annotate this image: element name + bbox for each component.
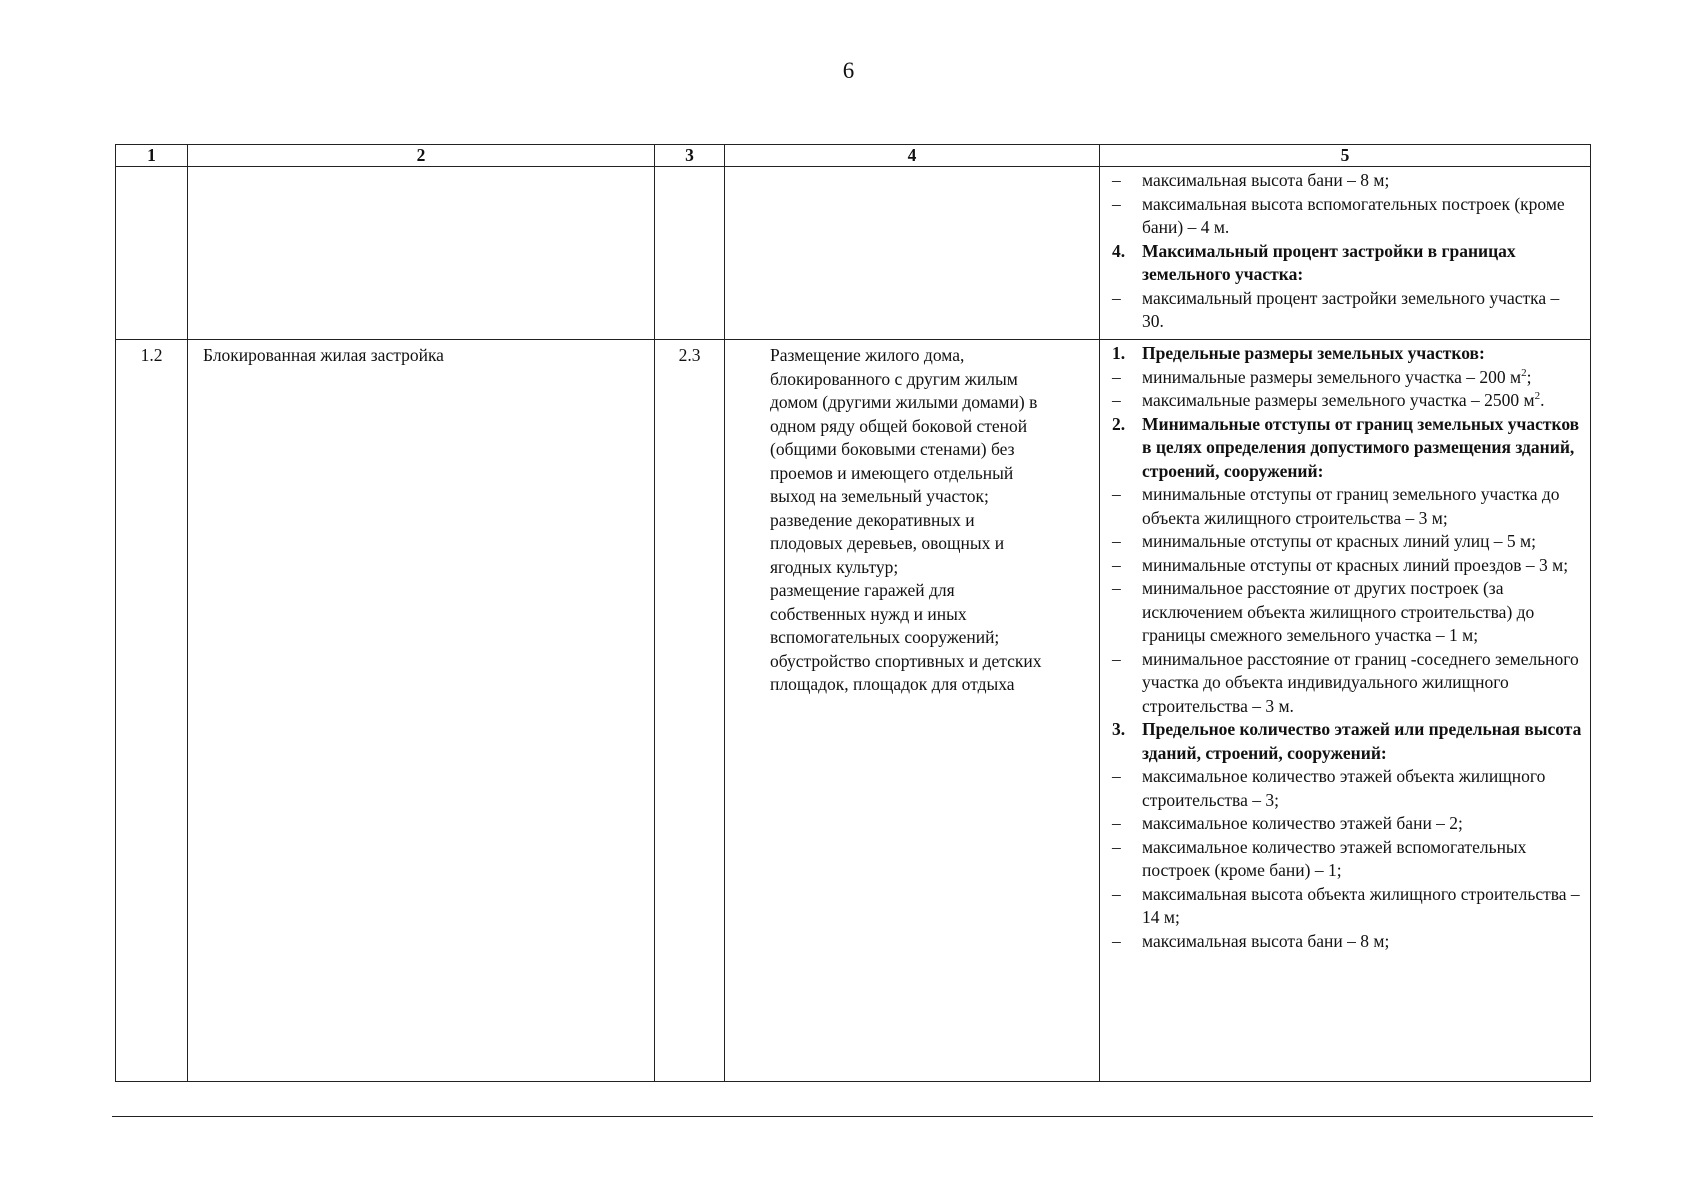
header-col-1: 1 — [116, 145, 188, 167]
number-marker: 4. — [1112, 240, 1126, 261]
list-item — [1112, 287, 1585, 334]
table-row — [116, 340, 1591, 1082]
list-item-text — [1142, 389, 1585, 413]
description-line: домом (другими жилыми домами) в — [770, 392, 1038, 412]
list-item-main-text: максимальная высота объекта жилищного строительства – 14 м; — [1142, 883, 1580, 927]
list-item-main-text: минимальные размеры земельного участка – 200 м — [1142, 366, 1522, 387]
footer-rule — [112, 1116, 1593, 1117]
header-col-3: 3 — [655, 145, 725, 167]
list-item — [1112, 836, 1585, 883]
number-marker: 3. — [1112, 719, 1126, 739]
list-item — [1112, 530, 1585, 554]
list-item-punctuation: . — [1540, 390, 1545, 410]
description-line: вспомогательных сооружений; — [770, 627, 1000, 647]
description-line: блокированного с другим жилым — [770, 368, 1018, 389]
dash-marker: – — [1112, 366, 1121, 387]
description-line: (общими боковыми стенами) без — [770, 439, 1015, 459]
list-item-main-text: максимальная высота бани – 8 м; — [1142, 930, 1390, 951]
header-col-4: 4 — [725, 145, 1100, 167]
list-item-main-text: минимальные отступы от красных линий улиц – 5 м; — [1142, 531, 1536, 551]
dash-marker: – — [1112, 648, 1121, 669]
row2-name-cell: Блокированная жилая застройка — [188, 340, 655, 1082]
description-line: собственных нужд и иных — [770, 603, 967, 624]
dash-marker: – — [1112, 813, 1121, 833]
list-item — [1112, 883, 1585, 930]
number-marker: 2. — [1112, 413, 1126, 434]
list-item-main-text: минимальные отступы от красных линий проездов – 3 м; — [1142, 554, 1569, 575]
list-item-text — [1142, 240, 1585, 287]
dash-marker: – — [1112, 390, 1121, 410]
description-line: Размещение жилого дома, — [770, 345, 965, 365]
dash-marker: – — [1112, 766, 1121, 786]
dash-marker: – — [1112, 578, 1121, 598]
header-row — [116, 145, 1591, 167]
dash-marker: – — [1112, 484, 1121, 504]
dash-marker: – — [1112, 554, 1121, 575]
description-line: площадок, площадок для отдыха — [770, 674, 1015, 694]
header-col-5: 5 — [1100, 145, 1591, 167]
list-item-main-text: Минимальные отступы от границ земельных участков в целях определения допустимого размещения зданий, строений, сооружений: — [1142, 413, 1580, 481]
list-item — [1112, 812, 1585, 836]
list-item-text — [1142, 577, 1585, 648]
list-item — [1112, 930, 1585, 954]
list-item — [1112, 366, 1585, 390]
list-item — [1112, 554, 1585, 578]
table-row — [116, 167, 1591, 340]
zoning-table — [115, 144, 1591, 1082]
list-item-text — [1142, 554, 1585, 578]
list-item-text — [1142, 413, 1585, 484]
list-item-text — [1142, 883, 1585, 930]
dash-marker: – — [1112, 883, 1121, 904]
list-item-main-text: минимальные отступы от границ земельного участка до объекта жилищного строительства – 3 м; — [1142, 484, 1560, 528]
dash-marker: – — [1112, 287, 1121, 308]
description-line: одном ряду общей боковой стеной — [770, 415, 1028, 436]
description-line: выход на земельный участок; — [770, 486, 989, 506]
list-item-main-text: максимальный процент застройки земельного участка – 30. — [1142, 287, 1560, 331]
number-marker: 1. — [1112, 343, 1126, 363]
header-col-2: 2 — [188, 145, 655, 167]
dash-marker: – — [1112, 836, 1121, 857]
list-item-text — [1142, 648, 1585, 719]
list-item — [1112, 483, 1585, 530]
list-item — [1112, 342, 1585, 366]
list-item-text — [1142, 765, 1585, 812]
list-item-text — [1142, 169, 1585, 193]
parameters-list — [1112, 169, 1585, 334]
row2-parameters-cell — [1100, 340, 1591, 1082]
row2-description-cell — [725, 340, 1100, 1082]
list-item-main-text: максимальное количество этажей объекта жилищного строительства – 3; — [1142, 766, 1546, 810]
list-item-text — [1142, 930, 1585, 954]
list-item-main-text: максимальная высота вспомогательных построек (кроме бани) – 4 м. — [1142, 193, 1565, 237]
list-item — [1112, 240, 1585, 287]
list-item — [1112, 169, 1585, 193]
list-item — [1112, 193, 1585, 240]
list-item-text — [1142, 836, 1585, 883]
list-item — [1112, 718, 1585, 765]
list-item — [1112, 765, 1585, 812]
parameters-list — [1112, 342, 1585, 953]
row1-parameters-cell — [1100, 167, 1591, 340]
list-item-text — [1142, 287, 1585, 334]
list-item-main-text: минимальное расстояние от других построек (за исключением объекта жилищного строительства) до границы смежного земельного участка – 1 м; — [1142, 578, 1535, 645]
row2-code-cell: 2.3 — [655, 340, 725, 1082]
list-item — [1112, 648, 1585, 719]
list-item-main-text: максимальные размеры земельного участка – 2500 м — [1142, 390, 1535, 410]
list-item — [1112, 413, 1585, 484]
row1-code-cell — [655, 167, 725, 340]
superscript: 2 — [1534, 390, 1541, 403]
row1-name-cell — [188, 167, 655, 340]
list-item-main-text: Максимальный процент застройки в границах земельного участка: — [1142, 240, 1516, 284]
list-item-text — [1142, 342, 1585, 366]
list-item-punctuation: ; — [1526, 366, 1532, 387]
superscript: 2 — [1521, 366, 1527, 379]
list-item — [1112, 389, 1585, 413]
description-line: ягодных культур; — [770, 556, 899, 577]
list-item-text — [1142, 193, 1585, 240]
row1-description-cell — [725, 167, 1100, 340]
list-item-text — [1142, 812, 1585, 836]
list-item-main-text: максимальная высота бани – 8 м; — [1142, 170, 1390, 190]
description-line: размещение гаражей для — [770, 580, 955, 600]
dash-marker: – — [1112, 531, 1121, 551]
list-item-main-text: Предельное количество этажей или предельная высота зданий, строений, сооружений: — [1142, 719, 1582, 763]
list-item-main-text: максимальное количество этажей бани – 2; — [1142, 813, 1463, 833]
description-line: плодовых деревьев, овощных и — [770, 533, 1005, 553]
list-item-main-text: Предельные размеры земельных участков: — [1142, 343, 1485, 363]
list-item-main-text: минимальное расстояние от границ -соседнего земельного участка до объекта индивидуального жилищного строительства – 3 м. — [1142, 648, 1579, 716]
page-number: 6 — [842, 58, 855, 83]
description-text — [770, 344, 1091, 697]
description-line: проемов и имеющего отдельный — [770, 462, 1014, 483]
description-line: разведение декоративных и — [770, 509, 975, 530]
list-item-main-text: максимальное количество этажей вспомогательных построек (кроме бани) – 1; — [1142, 836, 1527, 880]
list-item-text — [1142, 483, 1585, 530]
dash-marker: – — [1112, 930, 1121, 951]
list-item — [1112, 577, 1585, 648]
dash-marker: – — [1112, 193, 1121, 214]
dash-marker: – — [1112, 170, 1121, 190]
list-item-text — [1142, 530, 1585, 554]
row2-num-cell: 1.2 — [116, 340, 188, 1082]
row1-num-cell — [116, 167, 188, 340]
description-line: обустройство спортивных и детских — [770, 650, 1042, 671]
list-item-text — [1142, 366, 1585, 390]
list-item-text — [1142, 718, 1585, 765]
